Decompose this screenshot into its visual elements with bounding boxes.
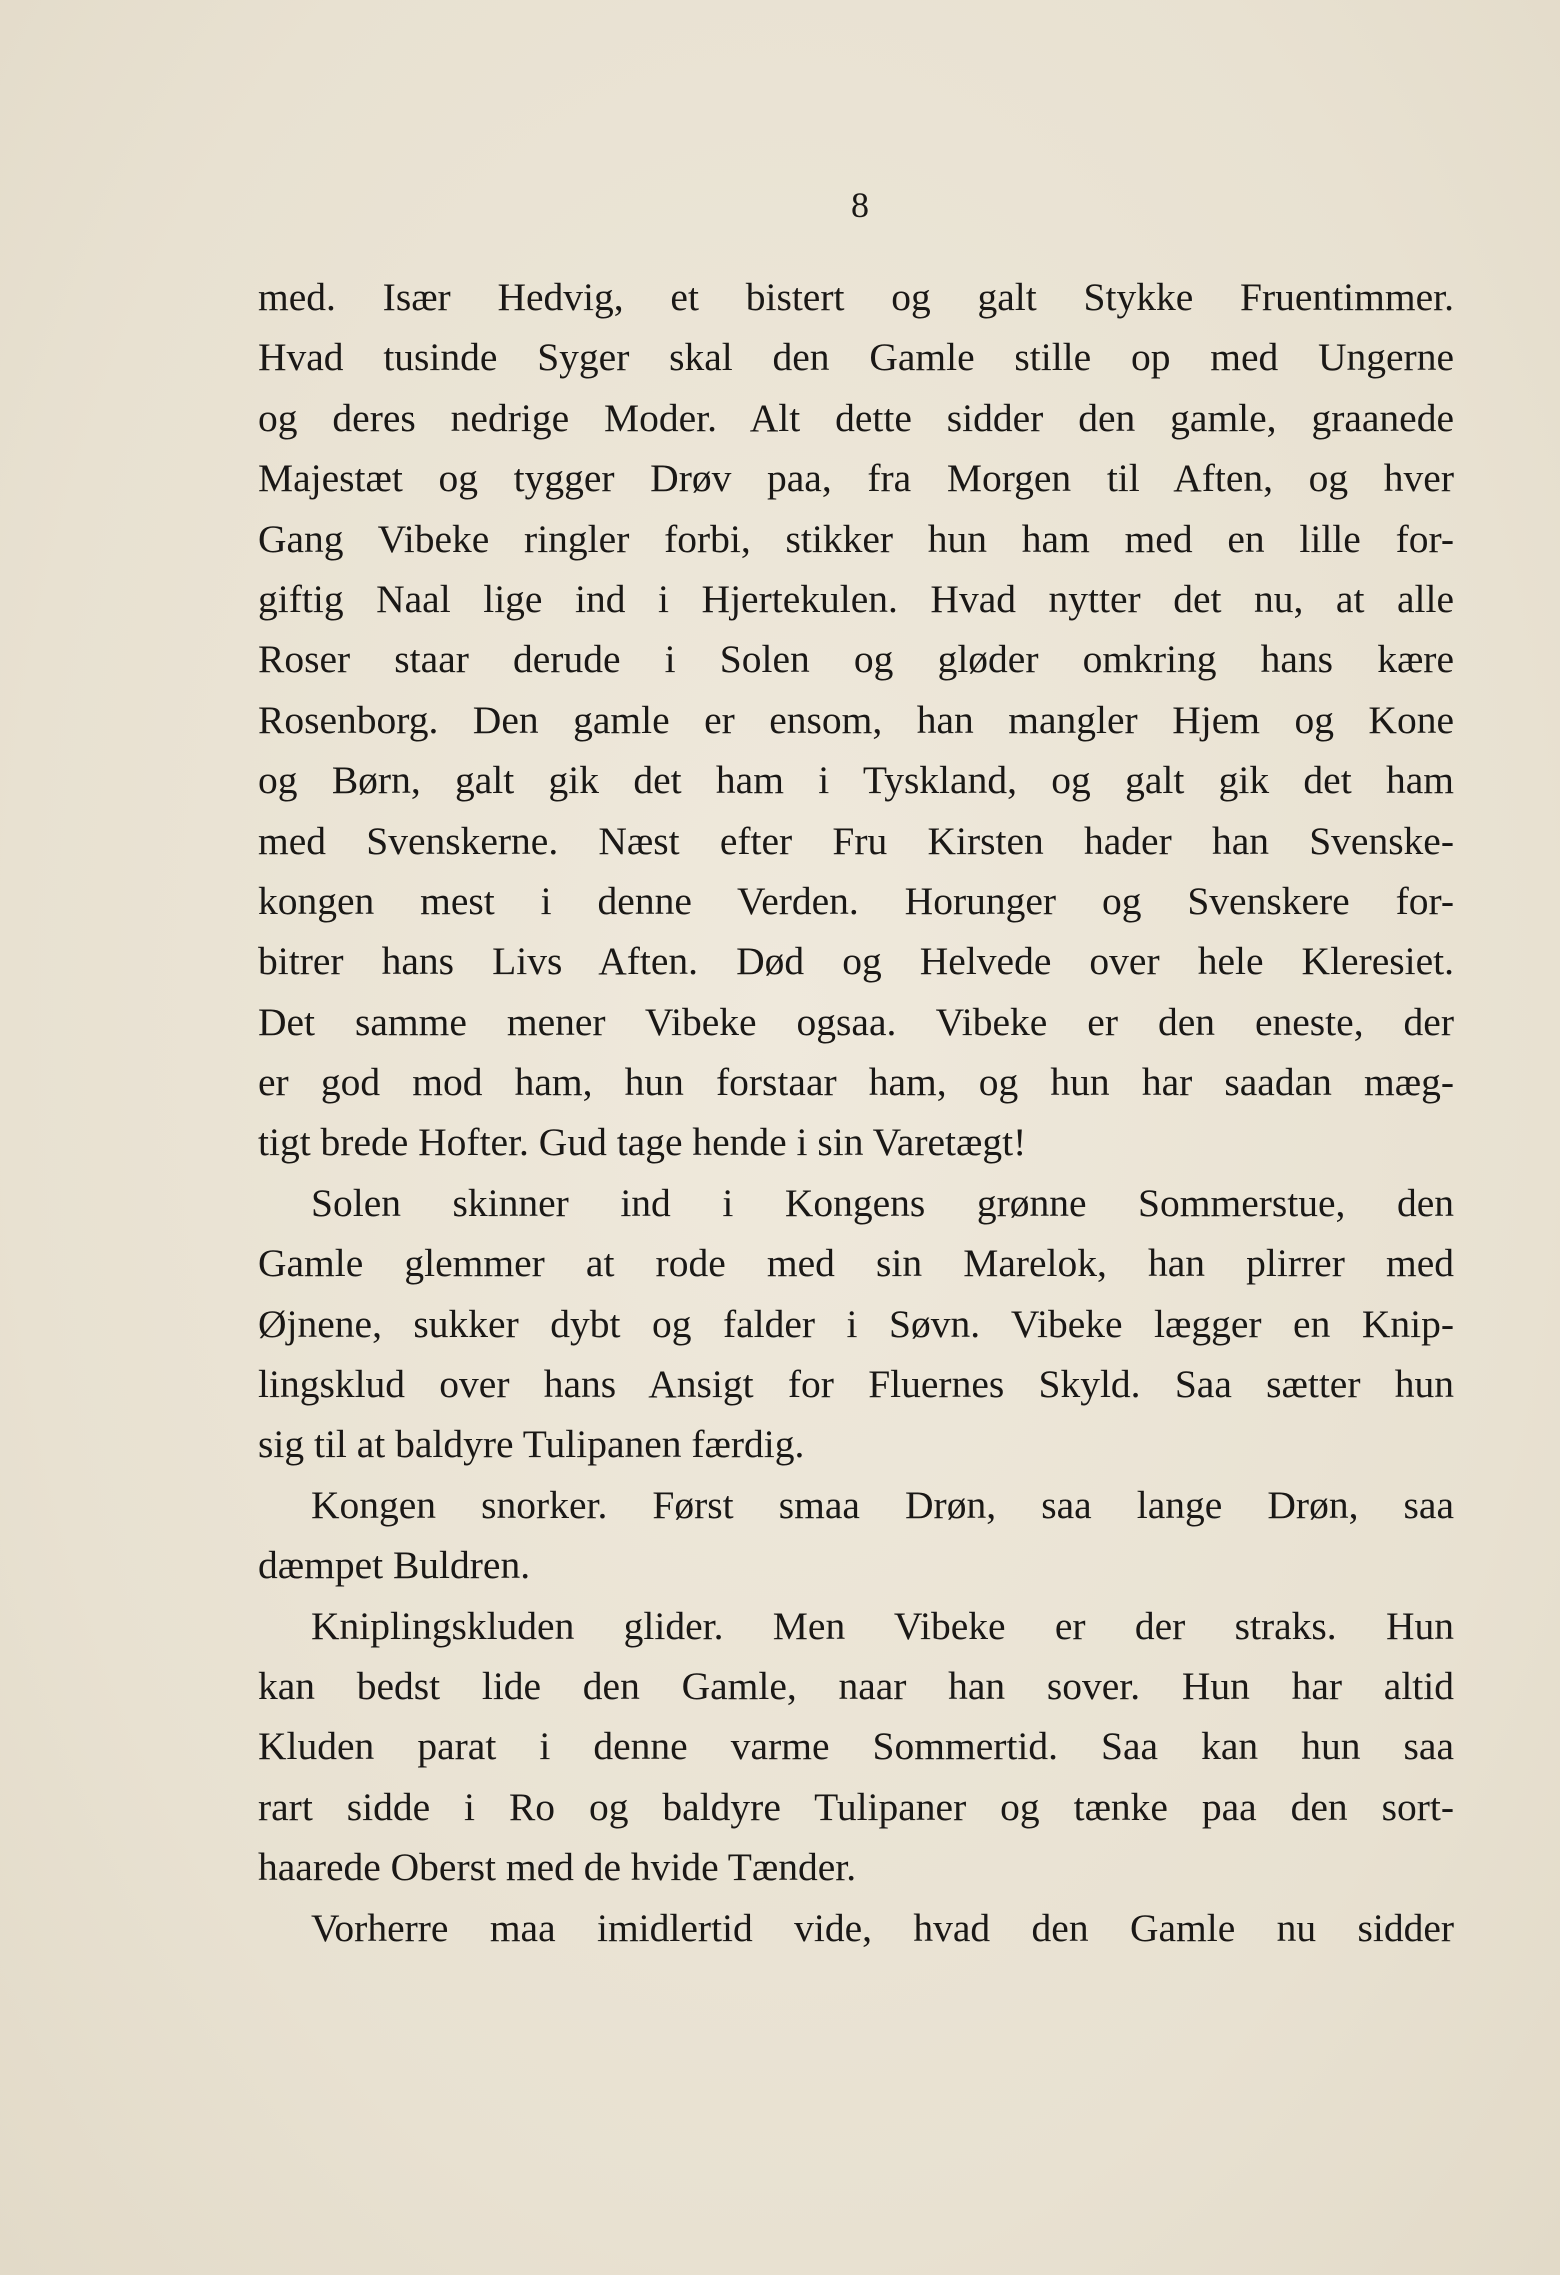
text-line: Kongen snorker. Først smaa Drøn, saa lange Drøn, saa	[311, 1482, 1454, 1527]
text-line: Kluden parat i denne varme Sommertid. Saa kan hun saa	[258, 1724, 1454, 1769]
page-number: 8	[851, 185, 869, 225]
body-text	[258, 267, 1454, 1958]
text-line: med Svenskerne. Næst efter Fru Kirsten hader han Svenske-	[258, 818, 1454, 863]
text-line: Øjnene, sukker dybt og falder i Søvn. Vibeke lægger en Knip-	[258, 1301, 1454, 1346]
text-line: giftig Naal lige ind i Hjertekulen. Hvad nytter det nu, at alle	[258, 576, 1454, 621]
text-line: Det samme mener Vibeke ogsaa. Vibeke er den eneste, der	[258, 999, 1454, 1044]
text-line: Vorherre maa imidlertid vide, hvad den Gamle nu sidder	[311, 1905, 1454, 1950]
text-line: Majestæt og tygger Drøv paa, fra Morgen til Aften, og hver	[258, 456, 1454, 501]
text-line: dæmpet Buldren.	[258, 1543, 531, 1588]
text-line: haarede Oberst med de hvide Tænder.	[258, 1845, 857, 1890]
text-line: Solen skinner ind i Kongens grønne Sommerstue, den	[311, 1180, 1454, 1225]
text-line: Roser staar derude i Solen og gløder omkring hans kære	[258, 637, 1454, 682]
text-line: sig til at baldyre Tulipanen færdig.	[258, 1422, 805, 1467]
text-line: rart sidde i Ro og baldyre Tulipaner og tænke paa den sort-	[258, 1784, 1454, 1829]
text-line: kongen mest i denne Verden. Horunger og Svenskere for-	[258, 878, 1454, 923]
text-line: Rosenborg. Den gamle er ensom, han mangler Hjem og Kone	[258, 697, 1454, 742]
text-line: og deres nedrige Moder. Alt dette sidder den gamle, graanede	[258, 395, 1454, 440]
text-line: Gang Vibeke ringler forbi, stikker hun ham med en lille for-	[258, 516, 1454, 561]
text-line: med. Især Hedvig, et bistert og galt Stykke Fruentimmer.	[258, 275, 1454, 319]
text-line: lingsklud over hans Ansigt for Fluernes Skyld. Saa sætter hun	[258, 1362, 1454, 1407]
text-line: og Børn, galt gik det ham i Tyskland, og galt gik det ham	[258, 758, 1454, 803]
text-line: er god mod ham, hun forstaar ham, og hun har saadan mæg-	[258, 1060, 1454, 1105]
text-line: kan bedst lide den Gamle, naar han sover. Hun har altid	[258, 1663, 1454, 1708]
text-line: tigt brede Hofter. Gud tage hende i sin Varetægt!	[258, 1120, 1027, 1165]
text-line: bitrer hans Livs Aften. Død og Helvede over hele Kleresiet.	[258, 939, 1454, 984]
text-line: Hvad tusinde Syger skal den Gamle stille op med Ungerne	[258, 335, 1454, 380]
text-line: Gamle glemmer at rode med sin Marelok, han plirrer med	[258, 1241, 1454, 1286]
text-line: Kniplingskluden glider. Men Vibeke er der straks. Hun	[311, 1603, 1454, 1648]
